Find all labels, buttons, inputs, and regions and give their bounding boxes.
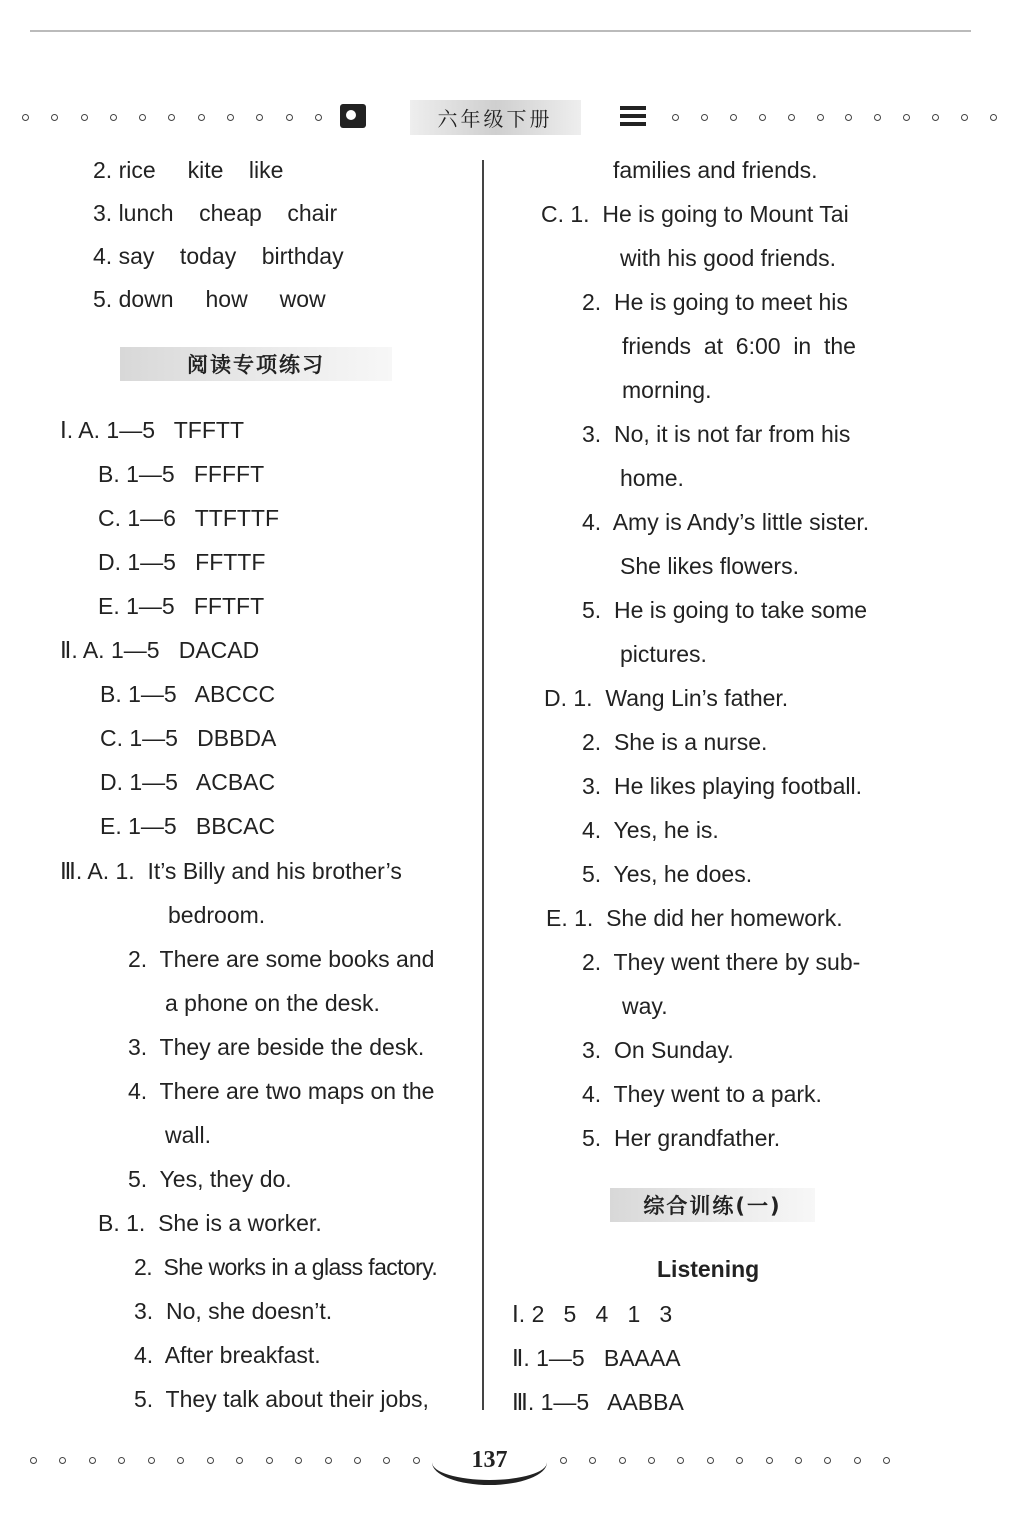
answer-line: 5. They talk about their jobs, [134,1386,429,1412]
answer-line: 2. There are some books and [128,946,435,972]
answer-line: 2. He is going to meet his [582,289,848,315]
answer-line: families and friends. [613,157,818,183]
answer-line: 4. After breakfast. [134,1342,321,1368]
answer-line: 5. Yes, he does. [582,861,753,887]
answer-line: E. 1. She did her homework. [546,905,843,931]
answer-line: B. 1—5 FFFFT [98,461,265,487]
answer-line: Ⅰ. A. 1—5 TFFTT [60,417,244,443]
answer-line: 4. Yes, he is. [582,817,719,843]
menu-lines-icon [620,106,646,126]
answer-line: B. 1—5 ABCCC [100,681,276,707]
answer-line: way. [622,993,668,1019]
footer-dots-left [30,1455,420,1465]
footer-dots-right [560,1455,890,1465]
answer-line: 4. There are two maps on the [128,1078,435,1104]
answer-line: 5. He is going to take some [582,597,868,623]
answer-line: Ⅲ. A. 1. It’s Billy and his brother’s [60,858,402,884]
answer-line: 2. They went there by sub- [582,949,861,975]
answer-line: D. 1. Wang Lin’s father. [544,685,789,711]
answer-line: wall. [165,1122,212,1148]
answer-line: 3. lunch cheap chair [93,200,338,226]
answer-line: 5. Yes, they do. [128,1166,292,1192]
answer-line: E. 1—5 FFTFT [98,593,265,619]
page-number-badge [432,1440,547,1485]
answer-line: C. 1—6 TTFTTF [98,505,280,531]
answer-line: 3. On Sunday. [582,1037,734,1063]
header-band [340,100,650,134]
listening-heading: Listening [657,1256,760,1282]
answer-line: 4. say today birthday [93,243,344,269]
answer-line: morning. [622,377,712,403]
answer-line: 2. She is a nurse. [582,729,768,755]
answer-line: B. 1. She is a worker. [98,1210,322,1236]
answer-line: 2. rice kite like [93,157,284,183]
top-rule [30,30,971,32]
answer-line: D. 1—5 FFTTF [98,549,266,575]
answer-line: a phone on the desk. [165,990,380,1016]
answer-line: C. 1. He is going to Mount Tai [541,201,849,227]
page-number: 137 [471,1446,508,1473]
answer-line: Ⅲ. 1—5 AABBA [512,1389,684,1415]
answer-line: with his good friends. [620,245,837,271]
answer-line: 3. He likes playing football. [582,773,862,799]
answer-line: 5. down how wow [93,286,326,312]
answer-line: 4. They went to a park. [582,1081,822,1107]
section-heading-reading: 阅读专项练习 [120,347,392,381]
answer-line: friends at 6:00 in the [622,333,856,359]
answer-line: 3. No, she doesn’t. [134,1298,333,1324]
answer-line: Ⅰ. 2 5 4 1 3 [512,1301,673,1327]
answer-line: Ⅱ. A. 1—5 DACAD [60,637,260,663]
answer-line: D. 1—5 ACBAC [100,769,276,795]
answer-line: bedroom. [168,902,266,928]
answer-line: 5. Her grandfather. [582,1125,781,1151]
answer-line: E. 1—5 BBCAC [100,813,276,839]
header-dots-right [672,112,997,122]
answer-line: home. [620,465,684,491]
header-title: 六年级下册 [410,100,581,135]
answer-line: She likes flowers. [620,553,799,579]
column-divider [482,160,484,1410]
answer-line: Ⅱ. 1—5 BAAAA [512,1345,681,1371]
section-heading-comprehensive: 综合训练(一) [610,1188,815,1222]
answer-line: C. 1—5 DBBDA [100,725,277,751]
answer-line: 2. She works in a glass factory. [134,1254,438,1280]
answer-line: pictures. [620,641,707,667]
header-dots-left [22,112,322,122]
answer-line: 3. They are beside the desk. [128,1034,425,1060]
answer-line: 3. No, it is not far from his [582,421,851,447]
answer-line: 4. Amy is Andy’s little sister. [582,509,870,535]
